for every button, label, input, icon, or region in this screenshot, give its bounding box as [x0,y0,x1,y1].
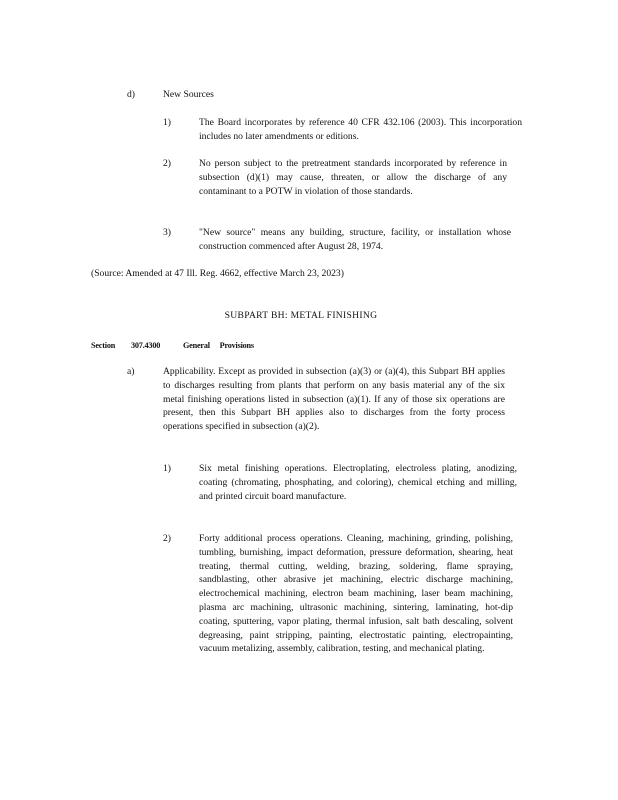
item-d2-text: No person subject to the pretreatment standards incorporated by reference in subsection (d)(1) may cause, threaten, or allow the discharge of any contaminant to a POTW in violation of those standards. [199,158,507,197]
item-a1-number: 1) [163,463,171,474]
subpart-heading: SUBPART BH: METAL FINISHING [224,310,378,321]
item-d3-text: "New source" means any building, structure, facility, or installation whose construction commenced after August 28, 1974. [199,227,511,252]
item-a1-text: Six metal finishing operations. Electroplating, electroless plating, anodizing, coating (chromating, phosphating, and coloring), chemical etching and milling, and printed circuit board manufacture. [199,463,517,502]
section-label: Section [91,341,116,350]
subsection-a-text: Applicability. Except as provided in subsection (a)(3) or (a)(4), this Subpart BH applies to discharges resulting from plants that perform on any basis material any of the six metal finishing operations listed in subsection (a)(1). If any of those six operations are present, then this Subpart BH applies also to discharges from the forty process operations specified in subsection (a)(2). [163,366,505,433]
section-title: General Provisions [183,341,254,350]
item-a2-text: Forty additional process operations. Cleaning, machining, grinding, polishing, tumbling, burnishing, impact deformation, pressure deformation, shearing, heat treating, thermal cutting, welding, brazing, soldering, flame spraying, sandblasting, other abrasive jet machining, electric discharge machining, electrochemical machining, electron beam machining, laser beam machining, plasma arc machining, ultrasonic machining, sintering, laminating, hot-dip coating, sputtering, vapor plating, thermal infusion, salt bath descaling, solvent degreasing, paint stripping, painting, electrostatic painting, electropainting, vacuum metalizing, assembly, calibration, testing, and mechanical plating. [199,533,513,655]
subsection-d-label: d) [127,89,135,100]
source-note: (Source: Amended at 47 Ill. Reg. 4662, effective March 23, 2023) [91,268,344,279]
item-d1-text: The Board incorporates by reference 40 CFR 432.106 (2003). This incorporation includes no later amendments or editions. [199,117,522,142]
item-d2-number: 2) [163,158,171,169]
item-d1-number: 1) [163,117,171,128]
subsection-d-title: New Sources [163,89,214,100]
subsection-a-label: a) [127,366,135,377]
item-a2-number: 2) [163,533,171,544]
section-number: 307.4300 [131,341,161,350]
item-d3-number: 3) [163,227,171,238]
